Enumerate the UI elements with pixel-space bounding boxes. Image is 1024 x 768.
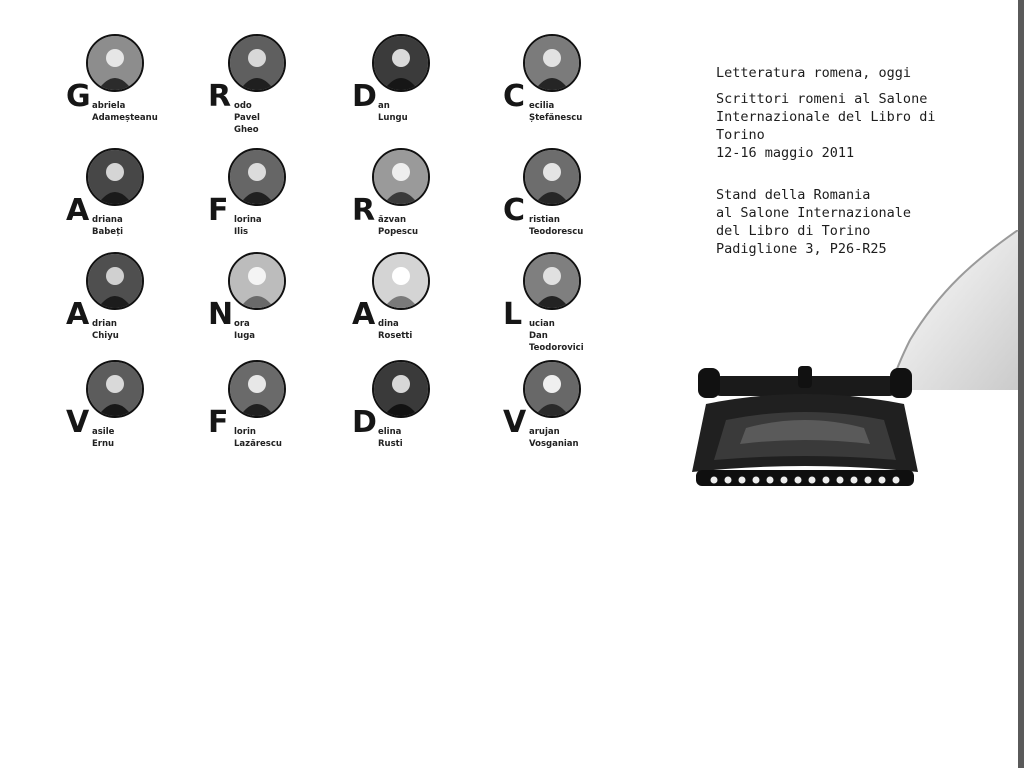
author-name: ecilia Ștefănescu — [529, 101, 583, 123]
author-card — [352, 34, 482, 144]
author-card — [503, 252, 633, 362]
author-avatar — [86, 252, 144, 310]
author-initial: A — [352, 297, 375, 332]
author-card — [352, 360, 482, 470]
author-name: lorina Ilis — [234, 215, 262, 237]
author-name: ucian Dan Teodorovici — [529, 319, 584, 353]
author-avatar — [228, 360, 286, 418]
author-avatar — [523, 148, 581, 206]
author-initial: C — [503, 79, 525, 114]
author-name: asile Ernu — [92, 427, 115, 449]
stand-line: Stand della Romania — [716, 187, 871, 203]
author-initial: N — [208, 297, 233, 332]
author-initial: F — [208, 405, 228, 440]
author-card — [208, 252, 338, 362]
author-card — [352, 148, 482, 258]
author-card — [208, 148, 338, 258]
author-card — [503, 148, 633, 258]
author-card — [66, 360, 196, 470]
author-avatar — [372, 34, 430, 92]
author-name: lorin Lazărescu — [234, 427, 282, 449]
author-card — [66, 252, 196, 362]
author-initial: A — [66, 193, 89, 228]
author-card — [208, 360, 338, 470]
author-card — [66, 148, 196, 258]
event-info — [716, 64, 1006, 258]
author-name: odo Pavel Gheo — [234, 101, 260, 135]
author-initial: D — [352, 79, 376, 114]
author-initial: L — [503, 297, 522, 332]
event-desc-line: Internazionale del Libro di — [716, 109, 936, 125]
author-avatar — [372, 360, 430, 418]
author-name: abriela Adameșteanu — [92, 101, 158, 123]
author-initial: R — [352, 193, 375, 228]
author-avatar — [86, 34, 144, 92]
event-desc-line: Scrittori romeni al Salone — [716, 91, 928, 107]
author-name: driana Babeți — [92, 215, 124, 237]
author-avatar — [523, 360, 581, 418]
author-avatar — [372, 148, 430, 206]
author-avatar — [228, 148, 286, 206]
author-initial: D — [352, 405, 376, 440]
author-name: ora Iuga — [234, 319, 256, 341]
author-initial: G — [66, 79, 90, 114]
author-avatar — [86, 360, 144, 418]
typewriter-illustration — [686, 348, 924, 490]
author-card — [503, 34, 633, 144]
stand-line: al Salone Internazionale — [716, 205, 912, 221]
event-title: Letteratura romena, oggi — [716, 65, 912, 81]
author-card — [208, 34, 338, 144]
author-name: dina Rosetti — [378, 319, 413, 341]
author-name: elina Rusti — [378, 427, 403, 449]
authors-grid — [0, 0, 660, 480]
author-name: arujan Vosganian — [529, 427, 579, 449]
stand-line: del Libro di Torino — [716, 223, 871, 239]
author-avatar — [228, 34, 286, 92]
author-initial: A — [66, 297, 89, 332]
author-avatar — [228, 252, 286, 310]
author-initial: F — [208, 193, 228, 228]
author-avatar — [523, 34, 581, 92]
author-name: ăzvan Popescu — [378, 215, 419, 237]
author-card — [66, 34, 196, 144]
author-name: an Lungu — [378, 101, 408, 123]
author-name: drian Chiyu — [92, 319, 119, 341]
author-avatar — [372, 252, 430, 310]
author-initial: V — [503, 405, 526, 440]
author-initial: C — [503, 193, 525, 228]
stand-location: Padiglione 3, P26-R25 — [716, 241, 887, 257]
author-initial: R — [208, 79, 231, 114]
author-avatar — [86, 148, 144, 206]
author-card — [352, 252, 482, 362]
author-card — [503, 360, 633, 470]
author-avatar — [523, 252, 581, 310]
event-date: 12-16 maggio 2011 — [716, 145, 855, 161]
author-name: ristian Teodorescu — [529, 215, 584, 237]
author-initial: V — [66, 405, 89, 440]
event-desc-line: Torino — [716, 127, 765, 143]
